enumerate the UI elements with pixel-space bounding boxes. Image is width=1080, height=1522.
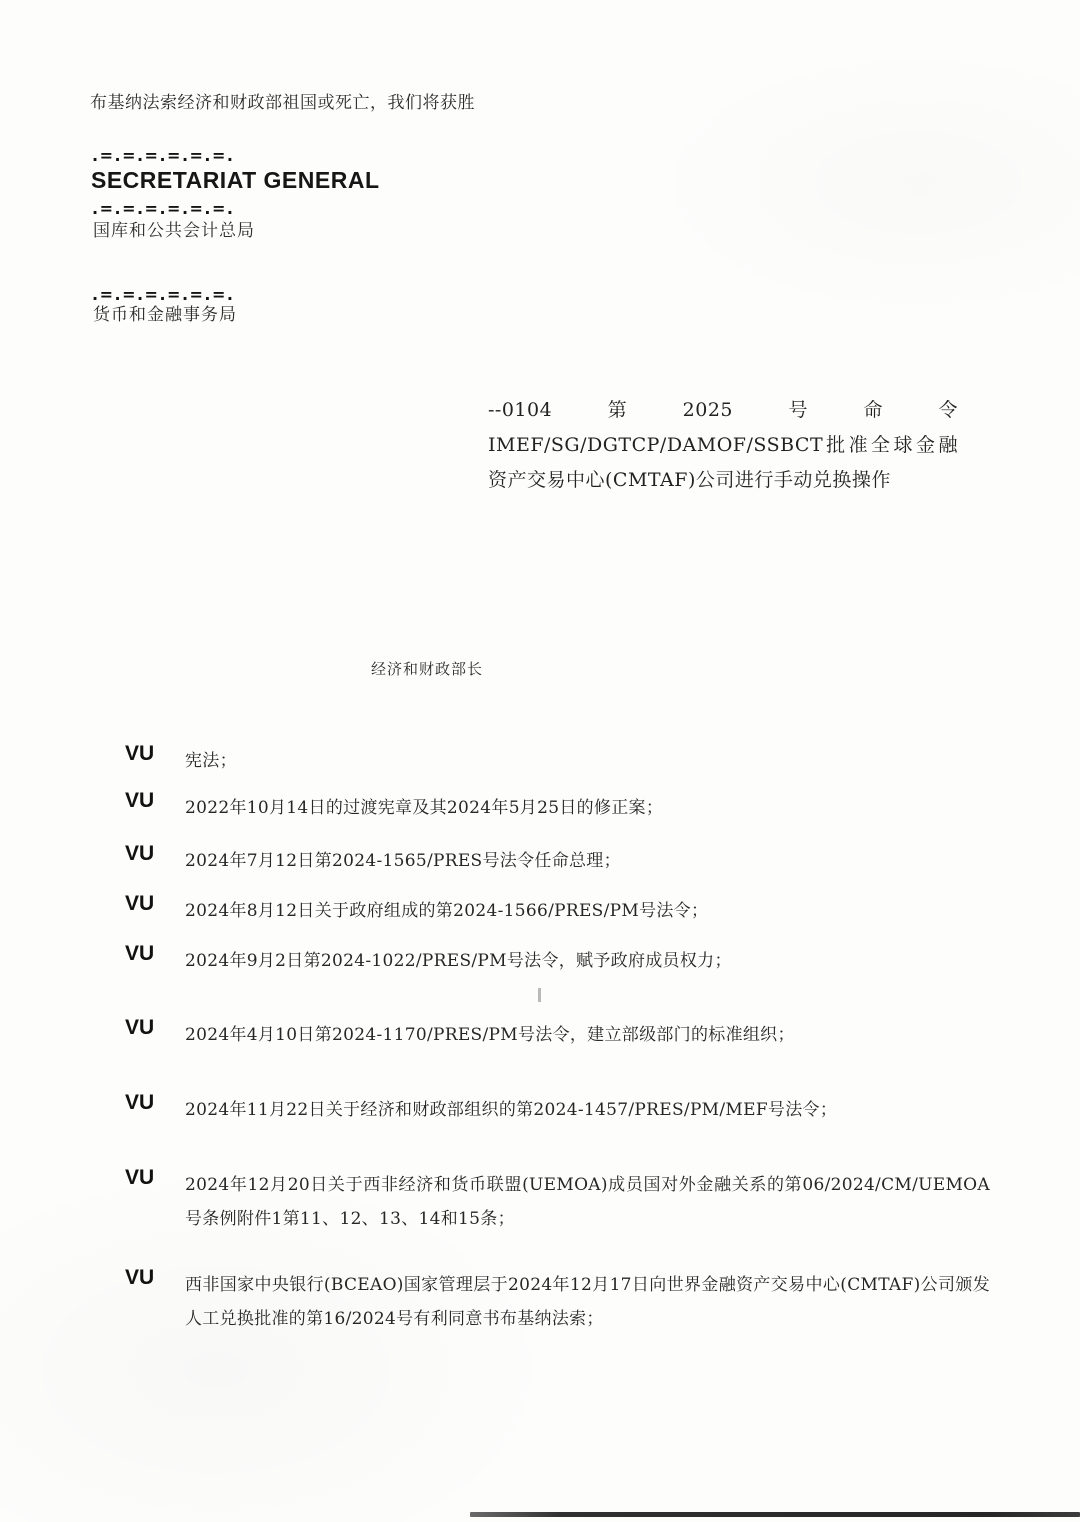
vu-label: VU <box>125 1091 155 1114</box>
minister-line: 经济和财政部长 <box>371 660 484 678</box>
vu-label: VU <box>125 742 155 765</box>
vu-label: VU <box>125 892 155 915</box>
vu-item-text: 2024年9月2日第2024-1022/PRES/PM号法令，赋予政府成员权力； <box>185 951 732 971</box>
directorate-monetary-label: 货币和金融事务局 <box>93 305 237 325</box>
vu-item-text: 宪法； <box>185 751 237 771</box>
vu-item-text: 2024年11月22日关于经济和财政部组织的第2024-1457/PRES/PM/MEF号法令； <box>185 1100 838 1120</box>
separator-line-1: .=.=.=.=.=.=. <box>92 146 235 165</box>
directorate-treasury-label: 国库和公共会计总局 <box>93 221 255 241</box>
separator-line-2: .=.=.=.=.=.=. <box>92 199 235 218</box>
vu-item-text: 2024年12月20日关于西非经济和货币联盟(UEMOA)成员国对外金融关系的第06/2024/CM/UEMOA号条例附件1第11、12、13、14和15条； <box>185 1175 990 1229</box>
vu-item-text: 2024年4月10日第2024-1170/PRES/PM号法令，建立部级部门的标准组织； <box>185 1025 795 1045</box>
scan-artifact-bottom-edge <box>470 1512 1080 1517</box>
vu-label: VU <box>125 1016 155 1039</box>
vu-item-text: 2024年7月12日第2024-1565/PRES号法令任命总理； <box>185 851 621 871</box>
vu-label: VU <box>125 942 155 965</box>
vu-label: VU <box>125 1166 155 1189</box>
vu-item-text: 2024年8月12日关于政府组成的第2024-1566/PRES/PM号法令； <box>185 901 709 921</box>
secretariat-general-heading: SECRETARIAT GENERAL <box>91 167 380 193</box>
vu-item-text: 西非国家中央银行(BCEAO)国家管理层于2024年12月17日向世界金融资产交易中心(CMTAF)公司颁发人工兑换批准的第16/2024号有利同意书布基纳法索； <box>185 1275 990 1329</box>
order-title-paragraph: --0104第2025号命令IMEF/SG/DGTCP/DAMOF/SSBCT批准全球金融资产交易中心(CMTAF)公司进行手动兑换操作 <box>488 399 958 491</box>
vu-label: VU <box>125 1266 155 1289</box>
scan-artifact-smudge <box>538 988 541 1002</box>
vu-item-text: 2022年10月14日的过渡宪章及其2024年5月25日的修正案； <box>185 798 664 818</box>
separator-line-3: .=.=.=.=.=.=. <box>92 285 235 304</box>
vu-label: VU <box>125 842 155 865</box>
vu-label: VU <box>125 789 155 812</box>
ministry-motto-line: 布基纳法索经济和财政部祖国或死亡，我们将获胜 <box>90 93 475 113</box>
